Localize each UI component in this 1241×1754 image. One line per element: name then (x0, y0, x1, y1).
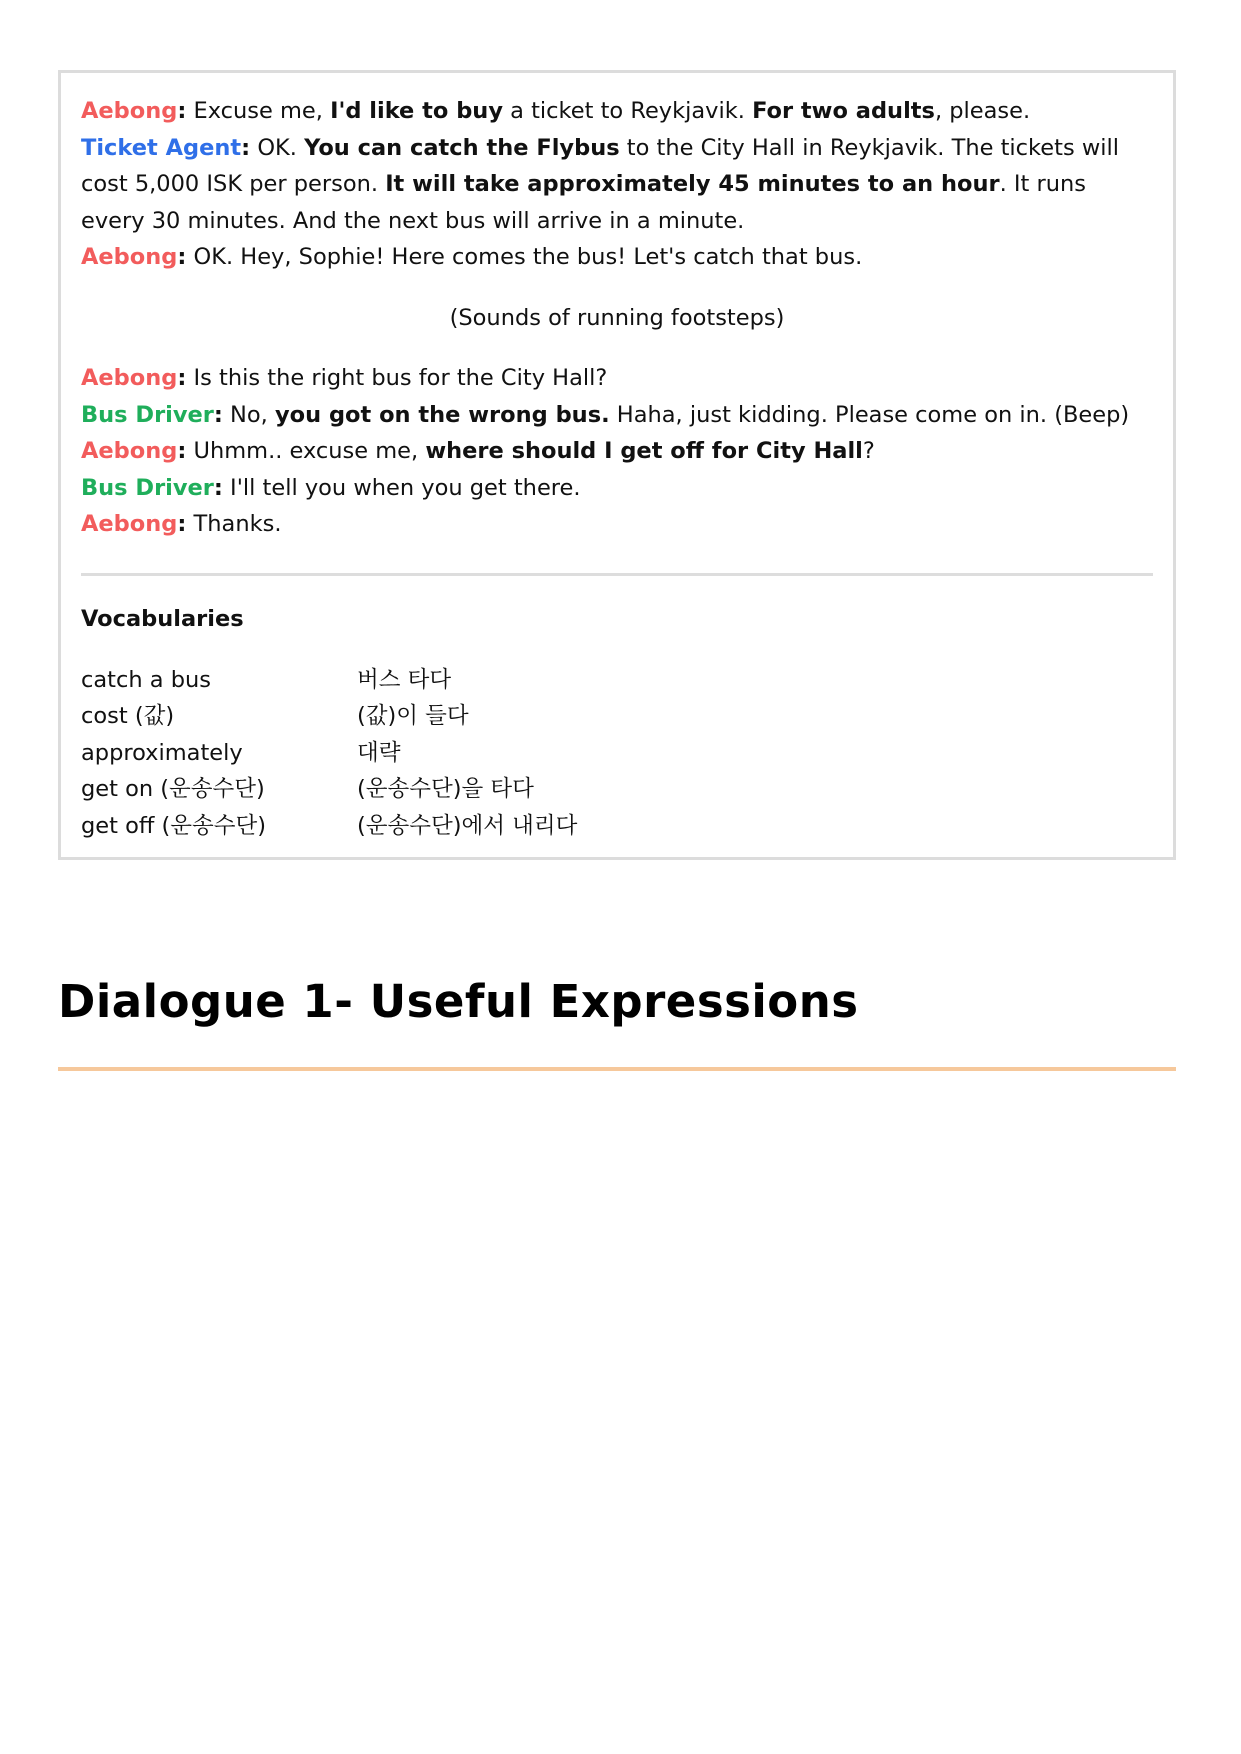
dialogue-line (81, 130, 1153, 240)
speaker-ticket-agent: Ticket Agent (81, 134, 242, 161)
dialogue-text: ? (862, 438, 875, 464)
vocab-list (81, 662, 1153, 845)
speaker-colon: : (177, 98, 187, 124)
vocab-english: approximately (81, 739, 243, 766)
dialogue-text: OK. (250, 134, 305, 161)
dialogue-box (58, 70, 1176, 860)
dialogue-text: Excuse me, (186, 98, 331, 124)
dialogue-line (81, 93, 1153, 130)
vocab-korean: 대략 (357, 739, 401, 766)
speaker-aebong: Aebong (81, 438, 178, 464)
dialogue-line (81, 506, 1153, 543)
vocab-korean: (운송수단)에서 내리다 (357, 812, 578, 839)
dialogue-text: Is this the right bus for the City Hall? (186, 365, 608, 391)
dialogue-line (81, 397, 1153, 434)
speaker-colon: : (177, 244, 187, 270)
key-expression: For two adults (752, 98, 935, 124)
vocab-english: get off (운송수단) (81, 812, 267, 839)
key-expression: I'd like to buy (330, 98, 503, 124)
section-divider (81, 573, 1153, 576)
dialogue-line (81, 360, 1153, 397)
speaker-bus-driver: Bus Driver (81, 474, 214, 501)
dialogue-text: I'll tell you when you get there. (222, 474, 581, 501)
vocab-english: cost (값) (81, 703, 175, 729)
key-expression: You can catch the Flybus (304, 134, 620, 161)
vocab-english: get on (운송수단) (81, 776, 265, 802)
speaker-colon: : (177, 438, 187, 464)
section-heading: Dialogue 1- Useful Expressions (58, 975, 859, 1028)
vocab-row (81, 662, 1153, 699)
vocab-korean: (운송수단)을 타다 (357, 776, 534, 802)
dialogue-line (81, 470, 1153, 507)
vocab-row (81, 808, 1153, 845)
dialogue-text: Uhmm.. excuse me, (186, 438, 426, 464)
vocab-korean: (값)이 들다 (357, 703, 469, 729)
vocab-row (81, 698, 1153, 735)
dialogue-text: to the City Hall in Reykjavik. The tickets will cost 5,000 ISK per person. (81, 134, 1119, 197)
vocab-english: catch a bus (81, 666, 211, 693)
speaker-colon: : (177, 365, 187, 391)
key-expression: you got on the wrong bus. (274, 401, 610, 428)
stage-direction: (Sounds of running footsteps) (449, 304, 785, 331)
vocab-korean: 버스 타다 (357, 666, 452, 693)
speaker-colon: : (241, 134, 251, 161)
speaker-aebong: Aebong (81, 365, 178, 391)
speaker-colon: : (213, 474, 223, 501)
dialogue-line (81, 239, 1153, 276)
speaker-colon: : (177, 511, 187, 537)
speaker-bus-driver: Bus Driver (81, 401, 214, 428)
speaker-aebong: Aebong (81, 98, 178, 124)
dialogue-text: a ticket to Reykjavik. (503, 98, 753, 124)
vocab-row (81, 735, 1153, 772)
speaker-aebong: Aebong (81, 511, 178, 537)
dialogue-text: OK. Hey, Sophie! Here comes the bus! Let's catch that bus. (186, 244, 863, 270)
vocab-title: Vocabularies (81, 605, 244, 632)
speaker-colon: : (213, 401, 223, 428)
dialogue-text: Thanks. (186, 511, 282, 537)
vocab-row (81, 771, 1153, 808)
dialogue-text: , please. (934, 98, 1031, 124)
dialogue-text: . It runs every 30 minutes. And the next bus will arrive in a minute. (81, 171, 1086, 234)
heading-rule (58, 1067, 1176, 1071)
dialogue-text: Haha, just kidding. Please come on in. (Beep) (609, 401, 1130, 428)
dialogue-line (81, 433, 1153, 470)
key-expression: where should I get off for City Hall (425, 438, 863, 464)
speaker-aebong: Aebong (81, 244, 178, 270)
dialogue-text: No, (222, 401, 275, 428)
key-expression: It will take approximately 45 minutes to an hour (385, 171, 1000, 197)
